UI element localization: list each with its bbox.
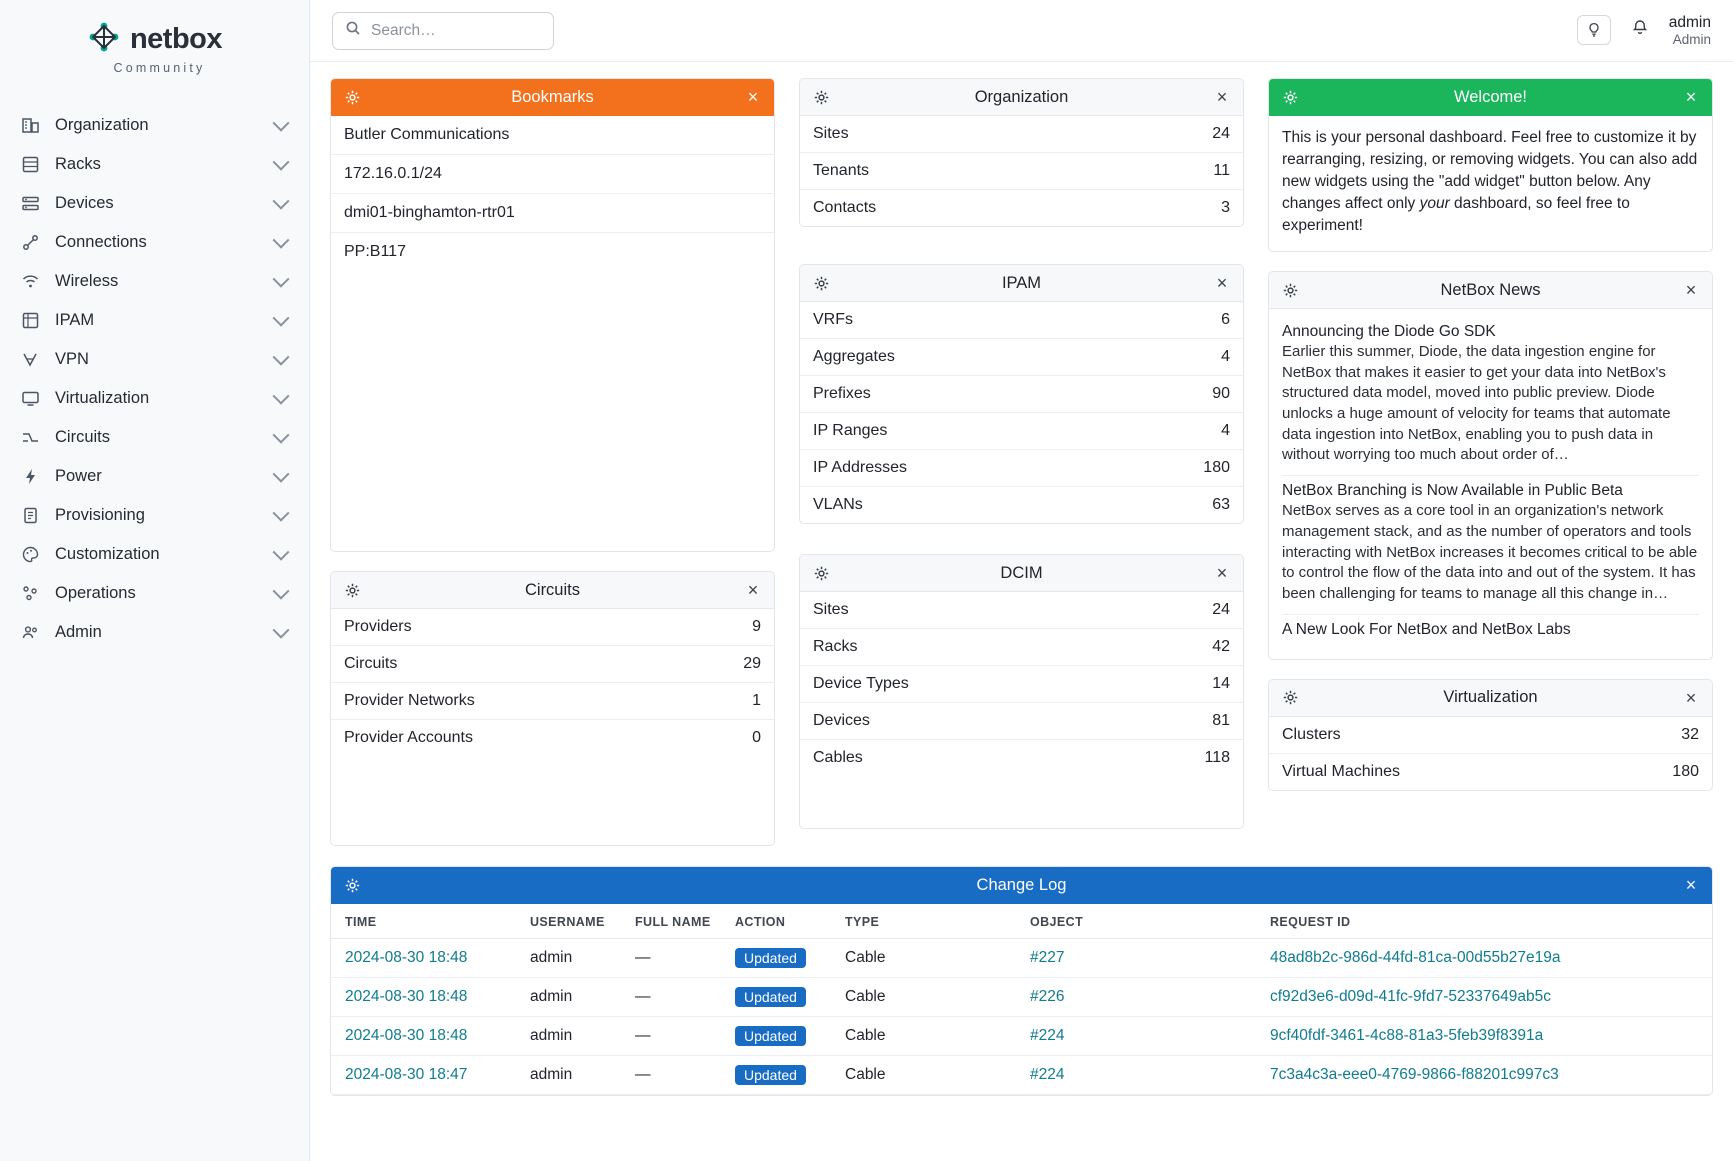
stat-label: Clusters: [1282, 725, 1341, 743]
stat-label: Provider Accounts: [344, 729, 473, 746]
stat-label: Sites: [813, 601, 849, 618]
brand-name: netbox: [129, 22, 223, 55]
sidebar-item-operations[interactable]: [0, 574, 309, 613]
widget-header: [331, 867, 1712, 904]
widget-title: Virtualization: [1443, 688, 1538, 707]
widget-title: NetBox News: [1440, 280, 1541, 299]
stat-value: 4: [1221, 348, 1230, 365]
user-name: admin: [1668, 13, 1711, 31]
sidebar-item-devices[interactable]: [0, 184, 309, 223]
table-row[interactable]: [331, 978, 1712, 1017]
widget-header: [800, 79, 1243, 116]
gear-icon[interactable]: [1281, 281, 1299, 299]
topbar-right: [1577, 14, 1711, 47]
changelog-object[interactable]: #224: [1030, 1027, 1065, 1044]
stat-value: 29: [743, 655, 761, 672]
stat-label: Sites: [813, 125, 849, 142]
circuits-stats: [331, 609, 774, 756]
close-icon[interactable]: ×: [1216, 87, 1228, 107]
rack-icon: [20, 154, 41, 175]
brand-subtitle: Community: [113, 60, 206, 75]
widget-title: Change Log: [976, 875, 1067, 894]
sidebar-item-label: IPAM: [55, 311, 95, 329]
column-header-type[interactable]: TYPE: [831, 904, 1016, 939]
domain-icon: [20, 115, 41, 136]
stat-row[interactable]: [331, 720, 774, 756]
stat-label: Circuits: [344, 655, 398, 672]
sidebar-item-label: Virtualization: [55, 389, 150, 407]
chevron-down-icon: [273, 621, 290, 638]
sidebar-nav: [0, 106, 309, 652]
stat-label: Contacts: [813, 199, 877, 216]
table-row[interactable]: [331, 939, 1712, 978]
stat-label: Racks: [813, 638, 858, 655]
close-icon[interactable]: ×: [1685, 687, 1697, 708]
widget-header: [1269, 272, 1712, 309]
stat-row[interactable]: [800, 703, 1243, 740]
welcome-text-part2: dashboard, so feel free to experiment!: [1282, 195, 1630, 234]
widget-netbox-news: [1268, 271, 1713, 660]
news-entry[interactable]: [1282, 615, 1699, 649]
stat-row[interactable]: [331, 609, 774, 646]
server-icon: [20, 193, 41, 214]
widget-dcim: [799, 554, 1244, 829]
stat-value: 63: [1212, 496, 1230, 513]
dashboard-grid: [310, 62, 1733, 1096]
widget-header: [1269, 680, 1712, 717]
sidebar-item-label: Wireless: [55, 272, 119, 290]
widget-title: Welcome!: [1453, 87, 1528, 106]
close-icon[interactable]: ×: [1216, 273, 1228, 293]
stat-label: Devices: [813, 712, 870, 729]
list-item[interactable]: dmi01-binghamton-rtr01: [331, 194, 774, 233]
sidebar-item-label: Racks: [55, 155, 101, 173]
news-headline: NetBox Branching is Now Available in Public Beta: [1282, 482, 1623, 500]
sidebar-item-admin[interactable]: [0, 613, 309, 652]
stat-value: 81: [1212, 712, 1230, 729]
stat-label: VRFs: [813, 311, 853, 328]
status-badge: Updated: [735, 1026, 806, 1046]
changelog-type: Cable: [831, 939, 1016, 978]
ipam-icon: [20, 310, 41, 331]
sidebar-item-label: Devices: [55, 194, 114, 212]
chevron-down-icon: [273, 270, 290, 287]
stat-value: 11: [1213, 162, 1230, 179]
circuits-icon: [20, 427, 41, 448]
list-item[interactable]: PP:B117: [344, 243, 406, 260]
gear-icon[interactable]: [1281, 689, 1299, 707]
stat-value: 180: [1203, 459, 1230, 476]
stat-row[interactable]: [800, 413, 1243, 450]
changelog-fullname: —: [621, 1056, 721, 1095]
stat-value: 6: [1221, 311, 1230, 328]
stat-row[interactable]: [800, 450, 1243, 487]
sidebar-item-label: Connections: [55, 233, 147, 251]
stat-value: 4: [1221, 422, 1230, 439]
sidebar-item-racks[interactable]: [0, 145, 309, 184]
widget-title: Circuits: [524, 580, 580, 599]
news-list: [1269, 309, 1712, 659]
changelog-time[interactable]: 2024-08-30 18:48: [345, 949, 468, 966]
sidebar-item-connections[interactable]: [0, 223, 309, 262]
stat-value: 32: [1681, 725, 1699, 743]
chevron-down-icon: [273, 543, 290, 560]
gear-icon[interactable]: [1281, 88, 1299, 106]
changelog-time[interactable]: 2024-08-30 18:48: [345, 1027, 468, 1044]
list-item[interactable]: 172.16.0.1/24: [331, 155, 774, 194]
document-icon: [20, 505, 41, 526]
widget-title: Organization: [974, 87, 1069, 106]
widget-header: [1269, 79, 1712, 116]
widget-bookmarks: [330, 78, 775, 552]
table-row[interactable]: [331, 1056, 1712, 1095]
changelog-request-id[interactable]: 9cf40fdf-3461-4c88-81a3-5feb39f8391a: [1270, 1027, 1544, 1044]
changelog-fullname: —: [621, 939, 721, 978]
search-icon: [345, 20, 361, 41]
ipam-stats: [800, 302, 1243, 523]
stat-label: IP Ranges: [813, 422, 888, 439]
stat-value: 1: [752, 692, 761, 709]
stat-value: 9: [752, 618, 761, 635]
widget-title: DCIM: [1000, 563, 1043, 582]
changelog-fullname: —: [621, 978, 721, 1017]
widget-title: IPAM: [1001, 273, 1042, 292]
column-header-time[interactable]: TIME: [331, 904, 516, 939]
changelog-username: admin: [516, 978, 621, 1017]
widget-header: [331, 572, 774, 609]
stat-row[interactable]: [800, 376, 1243, 413]
sidebar-item-wireless[interactable]: [0, 262, 309, 301]
lightbulb-icon[interactable]: [1577, 15, 1611, 45]
users-icon: [20, 622, 41, 643]
sidebar-item-label: VPN: [55, 350, 89, 368]
stat-label: Virtual Machines: [1282, 762, 1400, 780]
column-header-object[interactable]: OBJECT: [1016, 904, 1256, 939]
stat-value: 3: [1221, 199, 1230, 216]
gear-icon[interactable]: [812, 564, 830, 582]
changelog-type: Cable: [831, 1056, 1016, 1095]
widget-title: Bookmarks: [511, 87, 594, 106]
stat-row[interactable]: [800, 339, 1243, 376]
sidebar-item-customization[interactable]: [0, 535, 309, 574]
changelog-request-id[interactable]: cf92d3e6-d09d-41fc-9fd7-52337649ab5c: [1270, 988, 1551, 1005]
stat-row[interactable]: [800, 116, 1243, 153]
sidebar: [0, 0, 310, 1161]
changelog-time[interactable]: 2024-08-30 18:47: [345, 1066, 468, 1083]
gear-icon[interactable]: [343, 88, 361, 106]
changelog-time[interactable]: 2024-08-30 18:48: [345, 988, 468, 1005]
stat-label: Tenants: [813, 162, 870, 179]
sidebar-item-label: Power: [55, 467, 102, 485]
widget-header: [331, 79, 774, 116]
dcim-stats: [800, 592, 1243, 776]
brand[interactable]: [0, 6, 309, 88]
search-input[interactable]: [371, 22, 541, 40]
chevron-down-icon: [273, 153, 290, 170]
changelog-type: Cable: [831, 1017, 1016, 1056]
stat-value: 0: [752, 729, 761, 746]
status-badge: Updated: [735, 948, 806, 968]
changelog-object[interactable]: #224: [1030, 1066, 1065, 1083]
chevron-down-icon: [273, 582, 290, 599]
close-icon[interactable]: ×: [1685, 280, 1697, 300]
palette-icon: [20, 544, 41, 565]
welcome-text-part1: This is your personal dashboard. Feel free to customize it by rearranging, resizing, or removing widgets. You can also add new widgets using the "add widget" button below. Any changes affect only: [1282, 129, 1698, 212]
virtualization-stats: [1269, 717, 1712, 790]
dashboard-scroll[interactable]: [310, 62, 1733, 1161]
stat-row[interactable]: [331, 683, 774, 720]
close-icon[interactable]: ×: [1685, 87, 1697, 107]
search-box[interactable]: [332, 12, 554, 50]
widget-virtualization: [1268, 679, 1713, 791]
sidebar-item-circuits[interactable]: [0, 418, 309, 457]
stat-row[interactable]: [800, 302, 1243, 339]
list-item[interactable]: Butler Communications: [331, 116, 774, 155]
close-icon[interactable]: ×: [747, 87, 759, 107]
changelog-username: admin: [516, 1017, 621, 1056]
widget-welcome: [1268, 78, 1713, 252]
sidebar-item-organization[interactable]: [0, 106, 309, 145]
widget-header: [800, 555, 1243, 592]
widget-organization: [799, 78, 1244, 227]
changelog-request-id[interactable]: 48ad8b2c-986d-44fd-81ca-00d55b27e19a: [1270, 949, 1561, 966]
stat-value: 14: [1212, 675, 1230, 692]
sidebar-item-ipam[interactable]: [0, 301, 309, 340]
stat-row[interactable]: [800, 487, 1243, 523]
sidebar-item-label: Operations: [55, 584, 136, 602]
chevron-down-icon: [273, 309, 290, 326]
stat-label: Prefixes: [813, 385, 871, 402]
stat-label: Aggregates: [813, 348, 895, 365]
stat-row[interactable]: [800, 190, 1243, 226]
changelog-username: admin: [516, 939, 621, 978]
connections-icon: [20, 232, 41, 253]
close-icon[interactable]: ×: [1216, 563, 1228, 583]
organization-stats: [800, 116, 1243, 226]
close-icon[interactable]: ×: [1685, 875, 1697, 895]
stat-row[interactable]: [800, 666, 1243, 703]
news-headline: Announcing the Diode Go SDK: [1282, 323, 1496, 340]
stat-value: 42: [1212, 638, 1230, 655]
user-menu[interactable]: [1669, 14, 1711, 47]
stat-value: 90: [1212, 385, 1230, 402]
sidebar-item-label: Circuits: [55, 428, 111, 446]
main-area: [310, 0, 1733, 1161]
gear-icon[interactable]: [812, 88, 830, 106]
stat-row[interactable]: [800, 153, 1243, 190]
netbox-logo-icon: [87, 20, 121, 59]
table-header-row: [331, 904, 1712, 939]
status-badge: Updated: [735, 1065, 806, 1085]
stat-row[interactable]: [800, 629, 1243, 666]
column-header-requestid[interactable]: REQUEST ID: [1256, 904, 1712, 939]
vpn-icon: [20, 349, 41, 370]
news-entry[interactable]: [1282, 476, 1699, 614]
sidebar-item-label: Organization: [55, 116, 149, 134]
sidebar-item-power[interactable]: [0, 457, 309, 496]
stat-row[interactable]: [331, 646, 774, 683]
widget-circuits: [330, 571, 775, 846]
column-header-username[interactable]: USERNAME: [516, 904, 621, 939]
sidebar-item-label: Customization: [55, 545, 160, 563]
stat-row[interactable]: [1269, 754, 1712, 790]
widget-changelog: [330, 866, 1713, 1096]
gear-icon[interactable]: [343, 581, 361, 599]
news-entry[interactable]: [1282, 317, 1699, 476]
monitor-icon: [20, 388, 41, 409]
column-header-action[interactable]: ACTION: [721, 904, 831, 939]
stat-value: 24: [1212, 601, 1230, 618]
stat-row[interactable]: [800, 740, 1243, 776]
chevron-down-icon: [273, 231, 290, 248]
stat-label: Providers: [344, 618, 412, 635]
gear-icon[interactable]: [343, 876, 361, 894]
sidebar-item-provisioning[interactable]: [0, 496, 309, 535]
sidebar-item-label: Admin: [55, 623, 102, 641]
stat-value: 24: [1212, 125, 1230, 142]
status-badge: Updated: [735, 987, 806, 1007]
gear-icon[interactable]: [812, 274, 830, 292]
sidebar-item-virtualization[interactable]: [0, 379, 309, 418]
widget-header: [800, 265, 1243, 302]
chevron-down-icon: [273, 114, 290, 131]
stat-label: Cables: [813, 749, 863, 766]
stat-label: VLANs: [813, 496, 863, 513]
changelog-username: admin: [516, 1056, 621, 1095]
stat-label: Provider Networks: [344, 692, 475, 709]
widget-ipam: [799, 264, 1244, 524]
bell-icon[interactable]: [1631, 19, 1649, 42]
chevron-down-icon: [273, 426, 290, 443]
chevron-down-icon: [273, 387, 290, 404]
table-row[interactable]: [331, 1017, 1712, 1056]
news-body: Earlier this summer, Diode, the data ingestion engine for NetBox that makes it easier to get your data into NetBox's structured data model, moved into public preview. Diode unlocks a huge amount of velocity for teams that automate data ingestion into NetBox, enabling you to push data in without worrying too much about order of…: [1282, 343, 1671, 464]
stat-label: IP Addresses: [813, 459, 907, 476]
column-header-fullname[interactable]: FULL NAME: [621, 904, 721, 939]
sidebar-item-label: Provisioning: [55, 506, 145, 524]
chevron-down-icon: [273, 465, 290, 482]
news-body: NetBox serves as a core tool in an organization's network management stack, and as the number of operators and tools interacting with NetBox increases it becomes critical to be able to control the flow of the data into and out of the system. It has been challenging for teams to manage all this change in…: [1282, 502, 1698, 602]
close-icon[interactable]: ×: [747, 580, 759, 600]
welcome-emphasis: your: [1419, 195, 1450, 212]
wifi-icon: [20, 271, 41, 292]
bookmark-list: [331, 116, 774, 271]
changelog-type: Cable: [831, 978, 1016, 1017]
user-role: Admin: [1672, 31, 1711, 47]
news-headline: A New Look For NetBox and NetBox Labs: [1282, 620, 1571, 638]
stat-value: 118: [1204, 749, 1230, 766]
stat-label: Device Types: [813, 675, 909, 692]
changelog-request-id[interactable]: 7c3a4c3a-eee0-4769-9866-f88201c997c3: [1270, 1066, 1559, 1083]
changelog-table: [331, 904, 1712, 1095]
stat-row[interactable]: [800, 592, 1243, 629]
chevron-down-icon: [273, 348, 290, 365]
chevron-down-icon: [273, 504, 290, 521]
topbar: [310, 0, 1733, 62]
chevron-down-icon: [273, 192, 290, 209]
changelog-fullname: —: [621, 1017, 721, 1056]
changelog-object[interactable]: #227: [1030, 949, 1065, 966]
operations-icon: [20, 583, 41, 604]
welcome-text: [1269, 116, 1712, 251]
stat-value: 180: [1672, 762, 1699, 780]
changelog-object[interactable]: #226: [1030, 988, 1065, 1005]
power-icon: [20, 466, 41, 487]
stat-row[interactable]: [1269, 717, 1712, 754]
sidebar-item-vpn[interactable]: [0, 340, 309, 379]
